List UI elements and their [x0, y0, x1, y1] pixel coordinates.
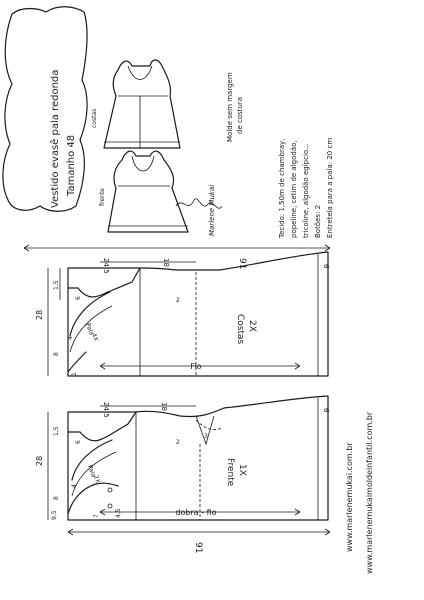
- front-shoulder-width: 24,5: [102, 402, 110, 418]
- title-line-1: Vestido evasê pala redonda: [50, 69, 61, 208]
- back-piece: [35, 252, 330, 376]
- back-grain-label: Fio: [190, 362, 202, 371]
- back-length-dimension: [24, 245, 330, 269]
- signature: [176, 185, 222, 236]
- note-facing: Entretela para a pala: 20 cm: [326, 137, 334, 238]
- front-dim-15: 1,5: [53, 426, 60, 436]
- front-length-value: 91: [193, 542, 203, 554]
- front-dim-45: 4,5: [115, 508, 122, 518]
- sketch-back-label: costas: [91, 108, 98, 128]
- title-line-2: Tamanho 48: [66, 134, 77, 196]
- signature-text: Marlene Mukai: [208, 184, 216, 236]
- back-piece-qty: 2X: [247, 320, 257, 332]
- front-dim-7: 7: [93, 514, 100, 518]
- back-hem-6: 6: [322, 264, 330, 269]
- note-fabric-1: Tecido: 1,50m de chambray,: [278, 138, 286, 238]
- website-2: www.marlenemukaimoldeinfantil.com.br: [365, 411, 374, 574]
- front-hip-drop: 18: [160, 402, 168, 411]
- front-dim-95: 9,5: [51, 510, 58, 520]
- front-grain-label: dobra - fio: [175, 508, 217, 517]
- website-1: www.marlenemukai.com.br: [345, 442, 354, 552]
- front-dim-4: 4: [71, 484, 78, 488]
- note-buttons: Botões: 2: [314, 204, 322, 238]
- dress-sketch-back: [91, 60, 180, 148]
- back-piece-name: Costas: [235, 314, 245, 345]
- back-dim-neck: 1: [71, 372, 78, 376]
- back-hip-drop: 18: [162, 258, 170, 267]
- note-fabric-3: tricoline, algodão egípcio...: [302, 143, 310, 238]
- front-piece-qty: 1X: [237, 464, 247, 476]
- front-dim-6: 6: [75, 440, 82, 444]
- note-mould: Molde sem margem: [226, 72, 234, 142]
- back-yoke-qty: 4X: [90, 332, 100, 343]
- front-yoke-height: 28: [35, 455, 44, 466]
- front-piece: [35, 396, 330, 520]
- back-dim-4: 4: [67, 336, 74, 340]
- front-yoke-qty: 2X: [92, 474, 102, 485]
- front-dim-3: 3: [204, 433, 208, 440]
- front-length-dimension: [68, 529, 330, 553]
- dress-sketch-front: [99, 151, 188, 232]
- front-dim-2: 2: [176, 439, 180, 446]
- note-fabric-2: popeline, cetim de algodão,: [290, 140, 298, 238]
- notes: [226, 72, 334, 239]
- back-yoke-label: Pala: [84, 322, 95, 337]
- front-dim-8: 8: [53, 496, 60, 500]
- back-dim-8: 8: [53, 352, 60, 356]
- back-dim-2: 2: [176, 297, 180, 304]
- back-dim-15: 1,5: [53, 280, 60, 290]
- back-dim-6: 6: [75, 296, 82, 300]
- title-cloud: [3, 7, 87, 212]
- front-piece-name: Frente: [225, 458, 235, 487]
- sketch-front-label: frente: [99, 188, 106, 206]
- note-mould-2: de costura: [236, 96, 244, 134]
- back-length-value: 91: [237, 258, 247, 270]
- front-yoke-label: Pala: [86, 464, 97, 479]
- back-yoke-height: 28: [35, 309, 44, 320]
- back-shoulder-width: 24,5: [102, 258, 110, 274]
- front-hem-6: 6: [322, 408, 330, 413]
